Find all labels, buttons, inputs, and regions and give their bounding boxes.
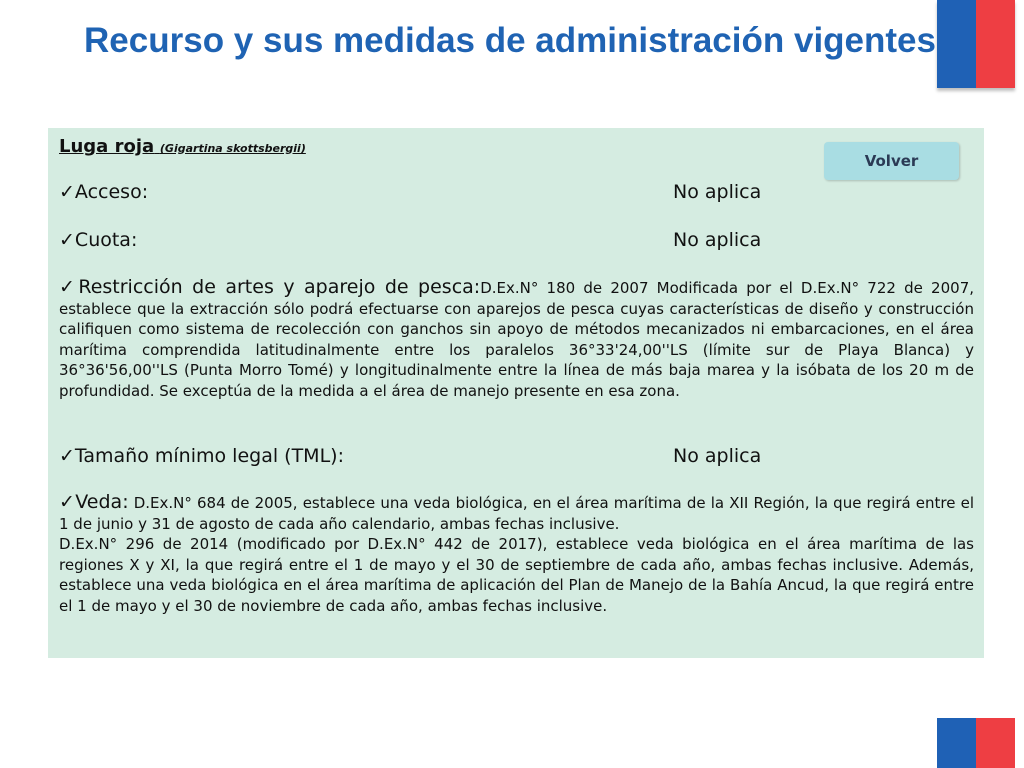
- tml-row: [59, 444, 762, 468]
- content-panel: [48, 128, 984, 658]
- flag-red-stripe: [976, 0, 1015, 88]
- check-icon: ✓: [59, 229, 75, 251]
- flag-blue-stripe: [937, 718, 976, 768]
- resource-scientific-name: (Gigartina skottsbergii): [159, 142, 306, 155]
- flag-red-stripe: [976, 718, 1015, 768]
- cuota-label: Cuota:: [74, 229, 138, 251]
- check-icon: ✓: [59, 445, 75, 467]
- tml-value: No aplica: [673, 445, 762, 467]
- tml-label: Tamaño mínimo legal (TML):: [74, 445, 344, 467]
- resource-name: Luga roja: [59, 136, 155, 157]
- check-icon: ✓: [59, 181, 75, 203]
- restriccion-paragraph: [59, 277, 974, 401]
- cuota-value: No aplica: [673, 229, 762, 251]
- cuota-row: [59, 228, 762, 252]
- restriccion-label: Restricción de artes y aparejo de pesca:: [78, 276, 481, 298]
- check-icon: ✓: [59, 276, 79, 298]
- acceso-row: [59, 180, 762, 204]
- back-button[interactable]: Volver: [824, 142, 959, 180]
- acceso-label: Acceso:: [74, 181, 149, 203]
- veda-text-2: D.Ex.N° 296 de 2014 (modificado por D.Ex.N° 442 de 2017), establece veda biológica en el área marítima de las regiones X y XI, la que regirá entre el 1 de mayo y el 30 de septiembre de cada año, ambas fechas inclusive. Además, establece una veda biológica en el área marítima de aplicación del Plan de Manejo de la Bahía Ancud, la que regirá entre el 1 de mayo y el 30 de noviembre de cada año, ambas fechas inclusive.: [59, 535, 974, 615]
- veda-text-1: D.Ex.N° 684 de 2005, establece una veda biológica, en el área marítima de la XII Región, la que regirá entre el 1 de junio y 31 de agosto de cada año calendario, ambas fechas inclusive.: [59, 494, 974, 533]
- veda-paragraph: [59, 492, 974, 616]
- veda-label: Veda:: [75, 491, 129, 513]
- restriccion-text: D.Ex.N° 180 de 2007 Modificada por el D.Ex.N° 722 de 2007, establece que la extracción sólo podrá efectuarse con aparejos de pesca cuyas características de diseño y construcción califiquen como sistema de recolección con ganchos sin apoyo de métodos mecanizados ni embarcaciones, en el área marítima comprendida latitudinalmente entre los paralelos 36°33'24,00''LS (límite sur de Playa Blanca) y 36°36'56,00''LS (Punta Morro Tomé) y longitudinalmente entre la línea de más baja marea y la isóbata de los 20 m de profundidad. Se exceptúa de la medida a el área de manejo presente en esa zona.: [59, 279, 975, 400]
- acceso-value: No aplica: [673, 181, 762, 203]
- flag-decoration-bottom: [937, 718, 1015, 768]
- page-title: Recurso y sus medidas de administración vigentes: [84, 21, 936, 60]
- check-icon: ✓: [59, 491, 76, 513]
